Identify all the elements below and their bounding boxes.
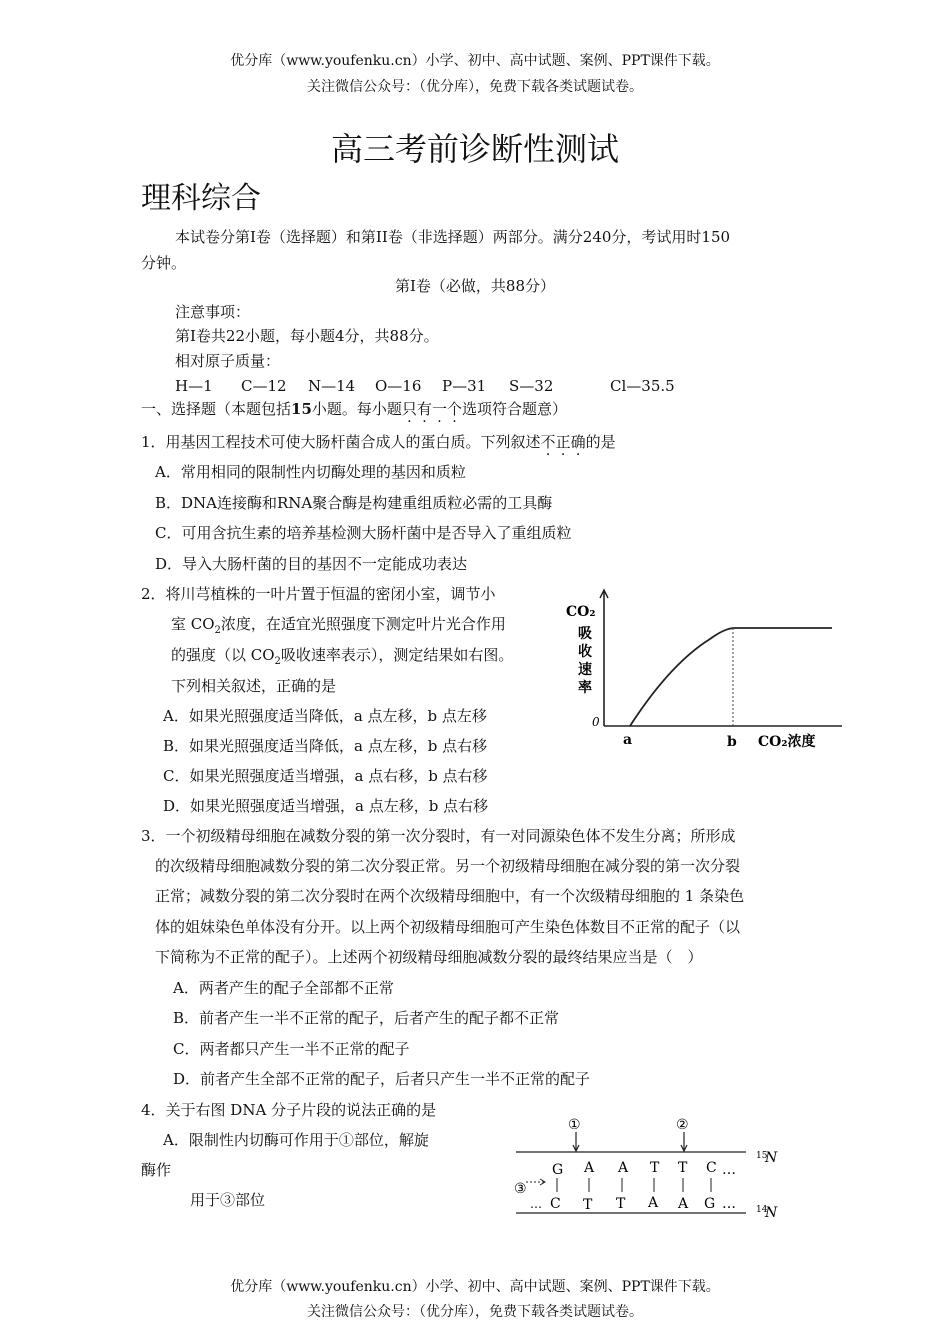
q1-stem-suffix: 的是	[585, 433, 616, 451]
graph-y-label-char: 吸	[578, 626, 592, 642]
atomic-mass-item: H—1	[175, 377, 213, 395]
q2-stem-line-2: 室 $CO_2$浓度，在适宜光照强度下测定叶片光合作用	[171, 615, 506, 636]
graph-curve	[630, 628, 832, 726]
atomic-mass-item: O—16	[375, 377, 422, 395]
dna-fragment-diagram	[510, 1112, 790, 1224]
q3-option-b: B．前者产生一半不正常的配子，后者产生的配子都不正常	[173, 1009, 560, 1027]
graph-point-b: b	[727, 734, 737, 750]
emphasis-char: 确	[570, 433, 586, 451]
graph-y-label: CO₂	[566, 604, 596, 620]
q2-stem-line-4: 下列相关叙述，正确的是	[171, 677, 337, 695]
q1-option-c: C．可用含抗生素的培养基检测大肠杆菌中是否导入了重组质粒	[155, 524, 572, 542]
part1-prefix: 一、选择题（本题包括	[141, 400, 292, 418]
emphasis-char: 一	[431, 400, 447, 418]
q1-option-b: B．DNA连接酶和RNA聚合酶是构建重组质粒必需的工具酶	[155, 494, 553, 512]
marker-2: ②	[676, 1117, 689, 1133]
q2-stem-line-1: 2．将川芎植株的一叶片置于恒温的密闭小室，调节小	[141, 585, 496, 603]
q4-option-a-line-2: 酶作	[141, 1161, 172, 1179]
atomic-mass-item: P—31	[442, 377, 487, 395]
q4-option-a-line-3: 用于③部位	[190, 1191, 266, 1209]
atomic-mass-item: N—14	[308, 377, 356, 395]
notice-text: 第I卷共22小题，每小题4分，共88分。	[175, 327, 439, 345]
emphasis-char: 正	[555, 433, 571, 451]
page-title: 高三考前诊断性测试	[330, 130, 619, 168]
q3-option-c: C．两者都只产生一半不正常的配子	[173, 1040, 410, 1058]
marker-3: ③	[514, 1181, 527, 1197]
part1-count: 15	[291, 400, 312, 418]
q3-stem-line: 3．一个初级精母细胞在减数分裂的第一次分裂时，有一对同源染色体不发生分离；所形成	[141, 827, 736, 845]
q4-option-a-line-1: A．限制性内切酶可作用于①部位，解旋	[163, 1131, 429, 1149]
top-base: T	[678, 1160, 688, 1176]
top-base: C	[706, 1160, 717, 1176]
bottom-base: T	[616, 1196, 626, 1212]
header-line-2: 关注微信公众号：（优分库），免费下载各类试题试卷。	[307, 79, 643, 95]
graph-x-label: CO₂浓度	[758, 734, 816, 750]
bottom-ellipsis: …	[722, 1196, 736, 1212]
q1-stem	[141, 432, 616, 452]
q3-stem-line: 体的姐妹染色单体没有分开。以上两个初级精母细胞可产生染色体数目不正常的配子（以	[155, 918, 741, 936]
graph-y-label-char: 率	[578, 680, 592, 696]
part1-middle: 小题。每小题	[311, 400, 402, 418]
section-heading: 第I卷（必做，共88分）	[394, 277, 555, 295]
page-subtitle: 理科综合	[141, 181, 261, 216]
q4-stem: 4．关于右图 DNA 分子片段的说法正确的是	[141, 1101, 437, 1119]
bottom-isotope-element: N	[765, 1205, 778, 1221]
bottom-prefix: …	[530, 1197, 542, 1211]
q3-stem-line: 正常；减数分裂的第二次分裂时在两个次级精母细胞中，有一个次级精母细胞的 1 条染色	[155, 887, 745, 905]
atomic-mass-item: Cl—35.5	[610, 377, 675, 395]
q1-option-d: D．导入大肠杆菌的目的基因不一定能成功表达	[155, 555, 468, 573]
q2-option-d: D．如果光照强度适当增强，a 点左移，b 点右移	[163, 797, 489, 815]
graph-origin: 0	[592, 715, 600, 729]
q2-stem-line-3: 的强度（以 $CO_2$吸收速率表示），测定结果如右图。	[171, 646, 514, 667]
q3-option-a: A．两者产生的配子全部都不正常	[173, 979, 394, 997]
bottom-base: C	[550, 1196, 561, 1212]
bottom-base: G	[704, 1196, 716, 1212]
bottom-base: A	[648, 1195, 659, 1211]
co2-absorption-graph	[560, 584, 850, 759]
emphasis-char: 个	[446, 400, 462, 418]
part1-suffix: 选项符合题意）	[461, 400, 567, 418]
intro-line-1: 本试卷分第I卷（选择题）和第II卷（非选择题）两部分。满分240分，考试用时150	[175, 228, 731, 246]
top-base: A	[584, 1160, 595, 1176]
emphasis-char: 有	[416, 400, 432, 418]
q2-option-b: B．如果光照强度适当降低，a 点左移，b 点右移	[163, 737, 488, 755]
graph-point-a: a	[623, 732, 633, 748]
graph-y-label-char: 收	[578, 644, 592, 660]
q2-option-a: A．如果光照强度适当降低，a 点左移，b 点左移	[163, 707, 487, 725]
top-base: G	[552, 1162, 564, 1178]
atomic-mass-item: C—12	[241, 377, 287, 395]
q1-option-a: A．常用相同的限制性内切酶处理的基因和质粒	[155, 463, 466, 481]
atomic-mass-label: 相对原子质量：	[175, 352, 281, 370]
bottom-base: A	[678, 1196, 689, 1212]
part1-heading	[141, 399, 567, 419]
notice-label: 注意事项：	[175, 303, 251, 321]
q1-stem-prefix: 1．用基因工程技术可使大肠杆菌合成人的蛋白质。下列叙述	[141, 433, 541, 451]
top-ellipsis: …	[722, 1162, 736, 1178]
atomic-mass-item: S—32	[509, 377, 554, 395]
q3-option-d: D．前者产生全部不正常的配子，后者只产生一半不正常的配子	[173, 1070, 591, 1088]
marker-1: ①	[568, 1117, 581, 1133]
emphasis-char: 只	[401, 400, 417, 418]
q3-stem-line: 的次级精母细胞减数分裂的第二次分裂正常。另一个初级精母细胞在减分裂的第一次分裂	[155, 857, 741, 875]
top-base: T	[650, 1160, 660, 1176]
intro-line-2: 分钟。	[141, 254, 187, 272]
top-isotope-mass: 15	[756, 1151, 768, 1161]
q3-stem-line: 下简称为不正常的配子）。上述两个初级精母细胞减数分裂的最终结果应当是（ ）	[155, 948, 703, 966]
footer-line-2: 关注微信公众号：（优分库），免费下载各类试题试卷。	[307, 1304, 643, 1320]
q2-option-c: C．如果光照强度适当增强，a 点右移，b 点右移	[163, 767, 488, 785]
footer-line-1: 优分库（www.youfenku.cn）小学、初中、高中试题、案例、PPT课件下载。	[230, 1279, 720, 1295]
bottom-isotope-mass: 14	[756, 1205, 768, 1215]
header-line-1: 优分库（www.youfenku.cn）小学、初中、高中试题、案例、PPT课件下载。	[230, 53, 720, 69]
top-base: A	[618, 1160, 629, 1176]
top-isotope-element: N	[765, 1150, 778, 1166]
graph-y-label-char: 速	[578, 662, 592, 678]
emphasis-char: 不	[540, 433, 556, 451]
bottom-base: T	[583, 1197, 593, 1213]
